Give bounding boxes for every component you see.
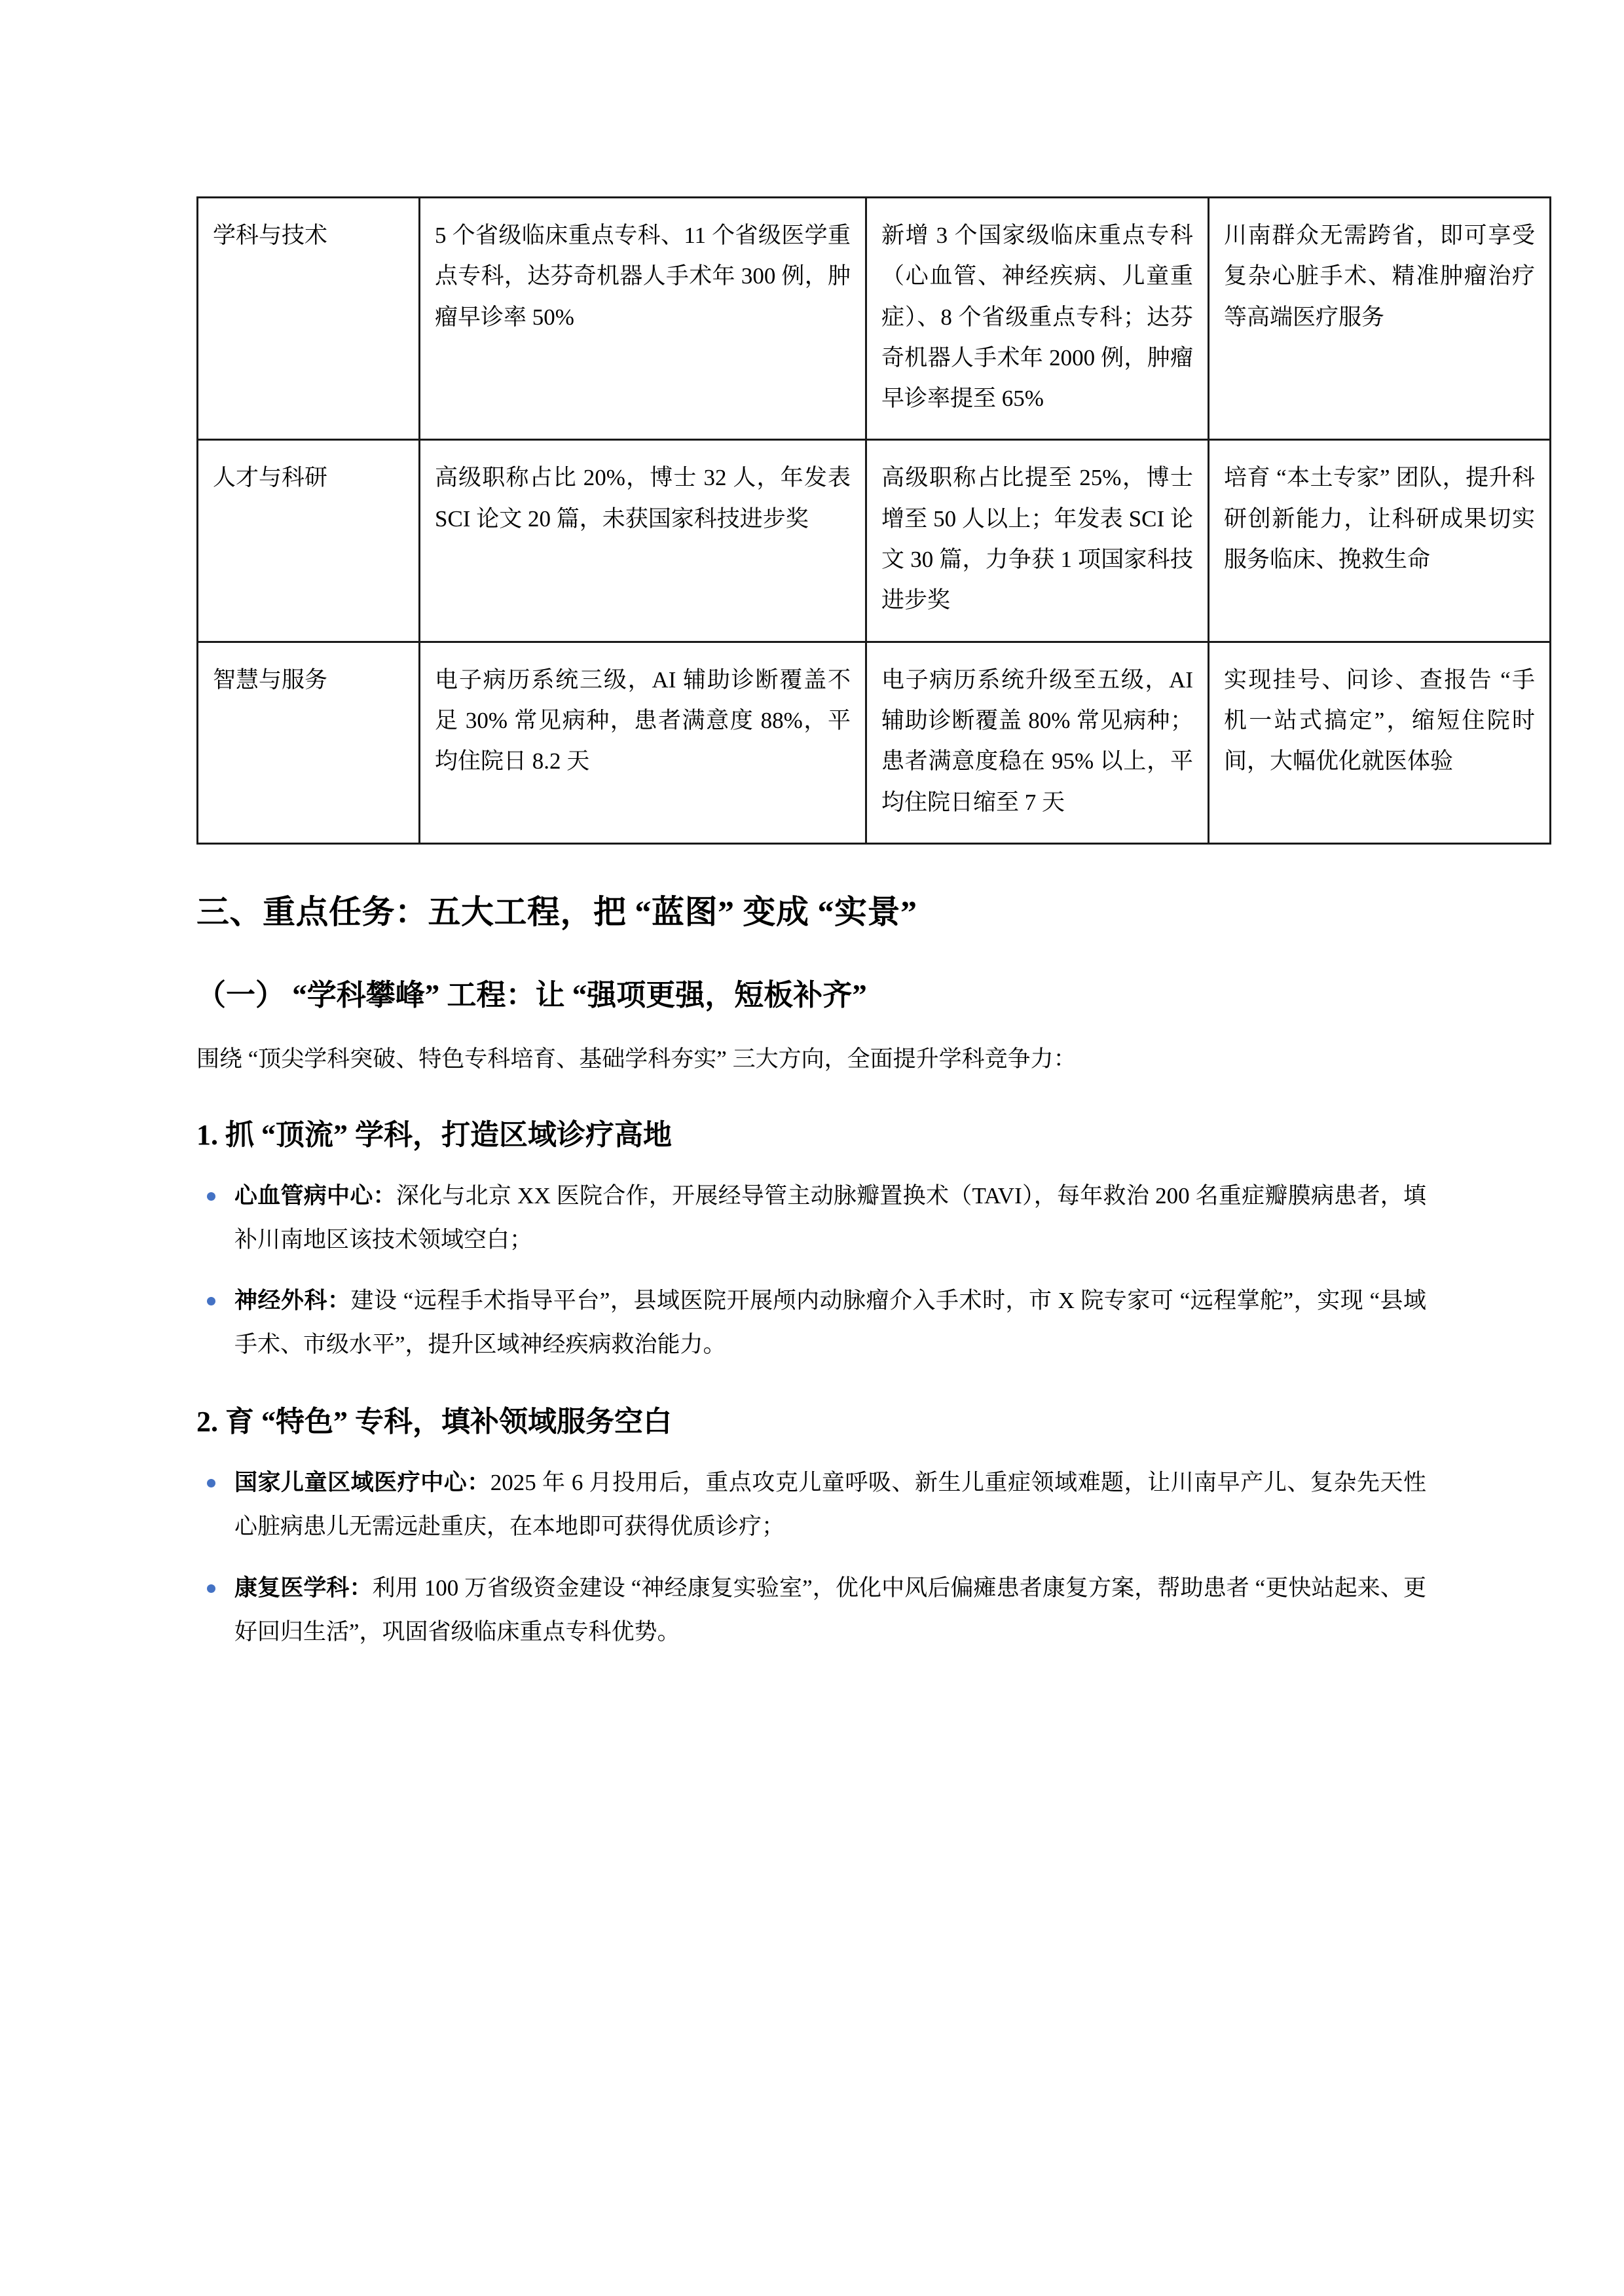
bullet-dot-icon	[207, 1479, 215, 1487]
table-cell-label: 人才与科研	[198, 440, 420, 642]
list-item-term: 康复医学科	[234, 1575, 350, 1601]
list-item-text: 利用 100 万省级资金建设 “神经康复实验室”，优化中风后偏瘫患者康复方案，帮助患者 “更快站起来、更好回归生活”，巩固省级临床重点专科优势。	[234, 1575, 1426, 1645]
table-cell-goal: 电子病历系统升级至五级，AI 辅助诊断覆盖 80% 常见病种；患者满意度稳在 95% 以上，平均住院日缩至 7 天	[866, 642, 1209, 843]
table-row	[198, 642, 1551, 843]
list-item-text: 2025 年 6 月投用后，重点攻克儿童呼吸、新生儿重症领域难题，让川南早产儿、复杂先天性心脏病患儿无需远赴重庆，在本地即可获得优质诊疗；	[234, 1470, 1426, 1540]
numbered-heading-2: 2. 育 “特色” 专科，填补领域服务空白	[196, 1406, 672, 1438]
list-item-text: 深化与北京 XX 医院合作，开展经导管主动脉瓣置换术（TAVI），每年救治 200 名重症瓣膜病患者，填补川南地区该技术领域空白；	[234, 1182, 1426, 1252]
list-item-separator: ：	[467, 1470, 490, 1496]
section-heading: 三、重点任务：五大工程，把 “蓝图” 变成 “实景”	[196, 893, 917, 930]
table-cell-label: 智慧与服务	[198, 642, 420, 843]
list-item	[196, 1174, 1426, 1262]
list-item-text: 建设 “远程手术指导平台”，县域医院开展颅内动脉瘤介入手术时，市 X 院专家可 “远程掌舵”，实现 “县域手术、市级水平”，提升区域神经疾病救治能力。	[234, 1287, 1426, 1358]
list-item	[196, 1279, 1426, 1366]
table-cell-current: 电子病历系统三级，AI 辅助诊断覆盖不足 30% 常见病种，患者满意度 88%，平均住院日 8.2 天	[420, 642, 866, 843]
comparison-table	[196, 196, 1551, 845]
numbered-heading-1: 1. 抓 “顶流” 学科，打造区域诊疗高地	[196, 1118, 672, 1151]
bullet-dot-icon	[207, 1584, 215, 1593]
list-item-term: 神经外科	[234, 1287, 328, 1313]
table-row	[198, 198, 1551, 440]
table-cell-goal: 新增 3 个国家级临床重点专科（心血管、神经疾病、儿童重症）、8 个省级重点专科；达芬奇机器人手术年 2000 例，肿瘤早诊率提至 65%	[866, 198, 1209, 440]
table-cell-current: 5 个省级临床重点专科、11 个省级医学重点专科，达芬奇机器人手术年 300 例，肿瘤早诊率 50%	[420, 198, 866, 440]
subsection-heading: （一） “学科攀峰” 工程：让 “强项更强，短板补齐”	[196, 978, 867, 1011]
bullet-dot-icon	[207, 1297, 215, 1305]
table-cell-goal: 高级职称占比提至 25%，博士增至 50 人以上；年发表 SCI 论文 30 篇，力争获 1 项国家科技进步奖	[866, 440, 1209, 642]
list-item-term: 心血管病中心	[234, 1182, 373, 1209]
table-cell-current: 高级职称占比 20%，博士 32 人，年发表 SCI 论文 20 篇，未获国家科技进步奖	[420, 440, 866, 642]
bullet-list-1	[196, 1174, 1426, 1367]
table-cell-label: 学科与技术	[198, 198, 420, 440]
table-cell-value: 川南群众无需跨省，即可享受复杂心脏手术、精准肿瘤治疗等高端医疗服务	[1209, 198, 1551, 440]
bullet-list-2	[196, 1461, 1426, 1654]
list-item-term: 国家儿童区域医疗中心	[234, 1470, 468, 1496]
table-row	[198, 440, 1551, 642]
bullet-dot-icon	[207, 1192, 215, 1201]
list-item-separator: ：	[327, 1287, 351, 1313]
list-item-separator: ：	[373, 1182, 396, 1209]
list-item-separator: ：	[349, 1575, 373, 1601]
list-item	[196, 1566, 1426, 1654]
table-body	[198, 198, 1551, 844]
list-item	[196, 1461, 1426, 1548]
subsection-lead: 围绕 “顶尖学科突破、特色专科培育、基础学科夯实” 三大方向，全面提升学科竞争力：	[196, 1046, 1077, 1072]
table-cell-value: 培育 “本土专家” 团队，提升科研创新能力，让科研成果切实服务临床、挽救生命	[1209, 440, 1551, 642]
table-cell-value: 实现挂号、问诊、查报告 “手机一站式搞定”，缩短住院时间，大幅优化就医体验	[1209, 642, 1551, 843]
